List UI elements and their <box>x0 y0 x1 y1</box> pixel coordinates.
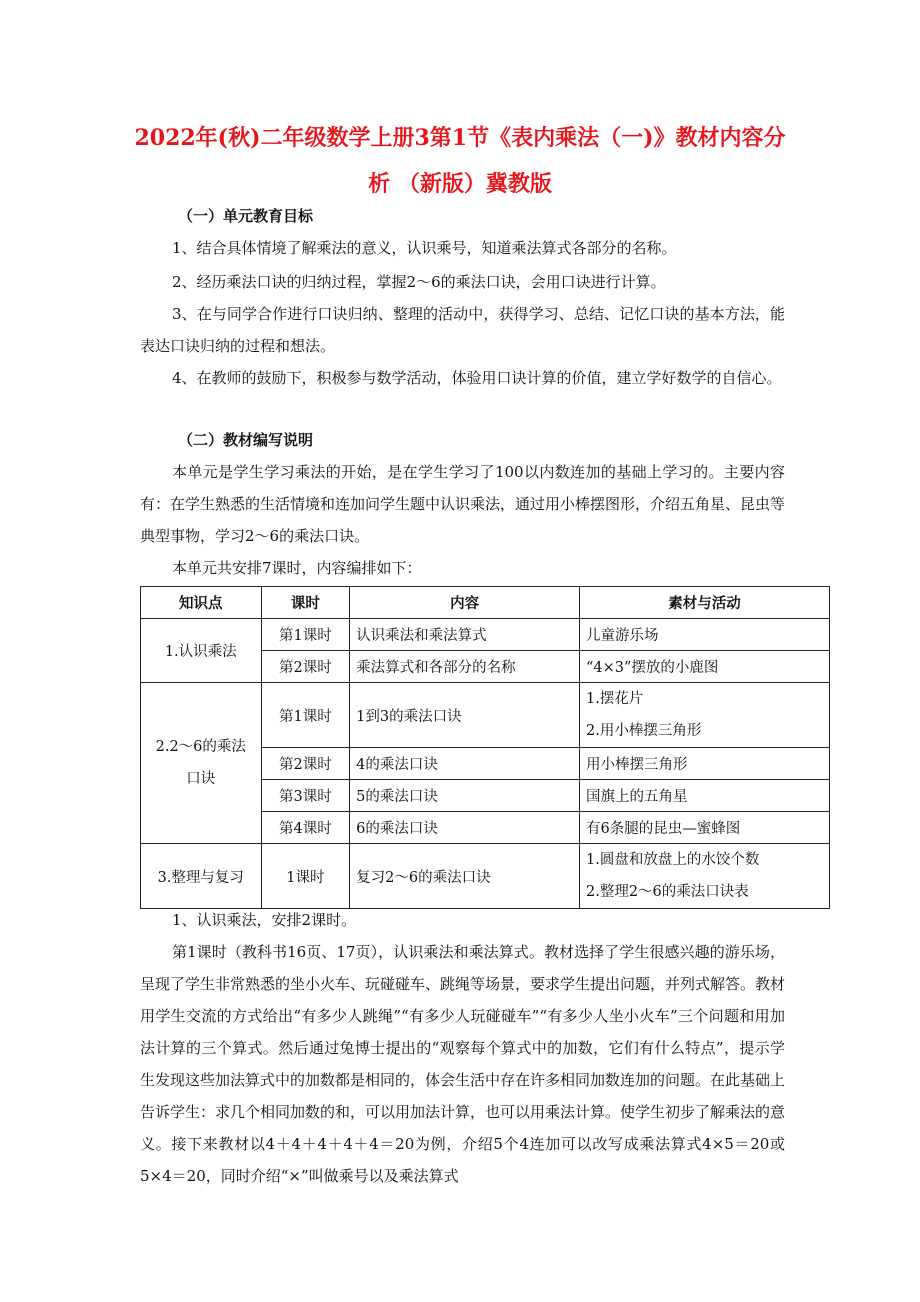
table-header: 课时 <box>261 587 350 619</box>
material-cell: 用小棒摆三角形 <box>580 748 830 780</box>
table-row <box>141 683 830 748</box>
material-cell: “4×3”摆放的小鹿图 <box>580 651 830 683</box>
lesson-1-paragraph: 第1课时（教科书16页、17页），认识乘法和乘法算式。教材选择了学生很感兴趣的游乐场，呈现了学生非常熟悉的坐小火车、玩碰碰车、跳绳等场景，要求学生提出问题，并列式解答。教材用学生交流的方式给出“有多少人跳绳”“有多少人玩碰碰车”“有多少人坐小火车”三个问题和用加法计算的三个算式。然后通过兔博士提出的“观察每个算式中的加数，它们有什么特点”，提示学生发现这些加法算式中的加数都是相同的，体会生活中存在许多相同加数连加的问题。在此基础上告诉学生：求几个相同加数的和，可以用加法计算，也可以用乘法计算。使学生初步了解乘法的意义。接下来教材以4＋4＋4＋4＋4＝20为例，介绍5个4连加可以改写成乘法算式4×5＝20或5×4＝20，同时介绍“×”叫做乘号以及乘法算式 <box>140 943 786 1185</box>
table-header: 内容 <box>350 587 580 619</box>
goal-4: 4、在教师的鼓励下，积极参与数学活动，体验用口诀计算的价值，建立学好数学的自信心。 <box>172 369 782 387</box>
goal-3: 3、在与同学合作进行口诀归纳、整理的活动中，获得学习、总结、记忆口诀的基本方法，能表达口诀归纳的过程和想法。 <box>140 305 785 355</box>
table-header-row <box>141 587 830 619</box>
content-cell: 4的乘法口诀 <box>350 748 580 780</box>
material-cell <box>580 683 830 748</box>
table-header: 素材与活动 <box>580 587 830 619</box>
material-line: 1.摆花片 <box>586 691 644 707</box>
lesson-table <box>140 586 830 909</box>
period-cell: 第3课时 <box>261 780 350 812</box>
intro-paragraph: 本单元是学生学习乘法的开始，是在学生学习了100以内数连加的基础上学习的。主要内容有：在学生熟悉的生活情境和连加问学生题中认识乘法，通过用小棒摆图形，介绍五角星、昆虫等典型事物，学习2～6的乘法口诀。 <box>140 463 786 545</box>
content-cell: 认识乘法和乘法算式 <box>350 619 580 651</box>
material-line: 2.用小棒摆三角形 <box>586 723 702 739</box>
topic-cell: 3.整理与复习 <box>141 844 262 909</box>
arrangement-line: 本单元共安排7课时，内容编排如下： <box>172 559 422 577</box>
goal-2: 2、经历乘法口诀的归纳过程，掌握2～6的乘法口诀，会用口诀进行计算。 <box>172 273 666 291</box>
content-cell: 乘法算式和各部分的名称 <box>350 651 580 683</box>
content-cell: 1到3的乘法口诀 <box>350 683 580 748</box>
period-cell: 1课时 <box>261 844 350 909</box>
table-header: 知识点 <box>141 587 262 619</box>
section-heading-notes: （二）教材编写说明 <box>178 431 314 449</box>
period-cell: 第2课时 <box>261 651 350 683</box>
point-1: 1、认识乘法，安排2课时。 <box>172 911 357 929</box>
topic-cell <box>141 683 262 844</box>
topic-line: 口诀 <box>186 771 216 787</box>
content-cell: 复习2～6的乘法口诀 <box>350 844 580 909</box>
topic-cell: 1.认识乘法 <box>141 619 262 683</box>
period-cell: 第1课时 <box>261 619 350 651</box>
content-cell: 5的乘法口诀 <box>350 780 580 812</box>
table-row <box>141 619 830 651</box>
material-cell: 儿童游乐场 <box>580 619 830 651</box>
topic-line: 2.2～6的乘法 <box>155 739 246 755</box>
period-cell: 第1课时 <box>261 683 350 748</box>
content-cell: 6的乘法口诀 <box>350 812 580 844</box>
period-cell: 第2课时 <box>261 748 350 780</box>
material-line: 1.圆盘和放盘上的水饺个数 <box>586 852 760 868</box>
section-heading-goals: （一）单元教育目标 <box>178 207 314 225</box>
period-cell: 第4课时 <box>261 812 350 844</box>
material-line: 2.整理2～6的乘法口诀表 <box>586 884 749 900</box>
document-title-line-2: 析 （新版）冀教版 <box>368 171 552 197</box>
table-row <box>141 844 830 909</box>
material-cell: 国旗上的五角星 <box>580 780 830 812</box>
goal-1: 1、结合具体情境了解乘法的意义，认识乘号，知道乘法算式各部分的名称。 <box>172 239 677 257</box>
material-cell: 有6条腿的昆虫—蜜蜂图 <box>580 812 830 844</box>
document-title-line-1: 2022年(秋)二年级数学上册3第1节《表内乘法（一)》教材内容分 <box>134 125 786 151</box>
material-cell <box>580 844 830 909</box>
